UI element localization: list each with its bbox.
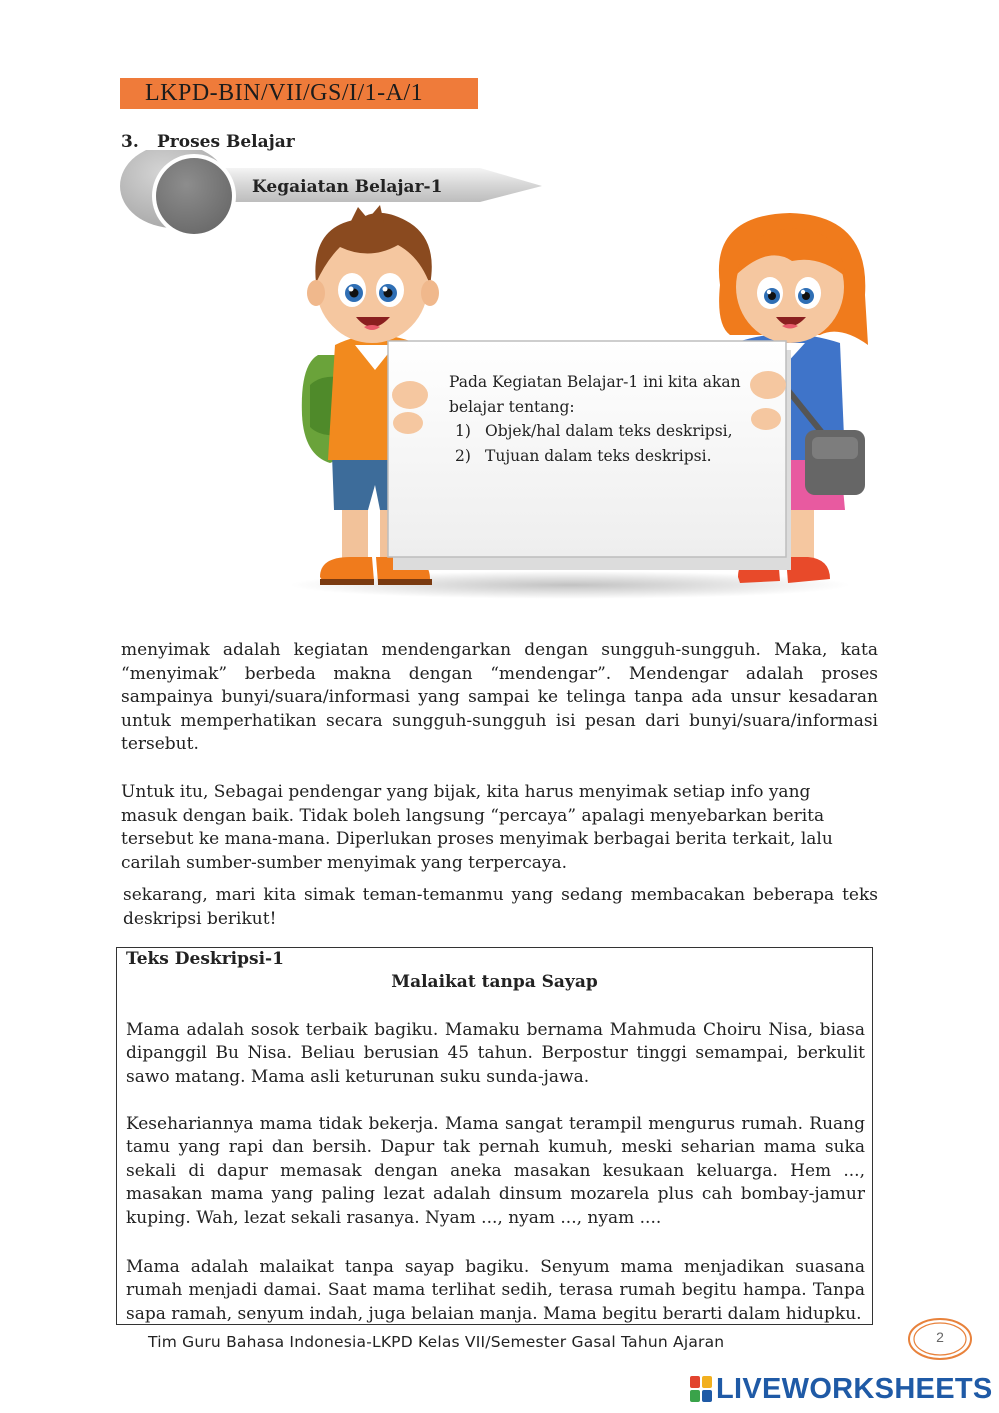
text-box-title: Malaikat tanpa Sayap bbox=[391, 972, 598, 992]
section-title bbox=[121, 132, 295, 152]
document-code: LKPD-BIN/VII/GS/I/1-A/1 bbox=[120, 78, 478, 109]
body-paragraph-1: menyimak adalah kegiatan mendengarkan dengan sungguh-sungguh. Maka, kata “menyimak” berbeda makna dengan “mendengar”. Mendengar adalah proses sampainya bunyi/suara/informasi yang sampai ke telinga tanpa ada unsur kesadaran untuk memperhatikan secara sungguh-sungguh isi pesan dari bunyi/suara/informasi tersebut. bbox=[121, 640, 878, 755]
body-paragraph-2: Untuk itu, Sebagai pendengar yang bijak, kita harus menyimak setiap info yang masuk dengan baik. Tidak boleh langsung “percaya” apalagi menyebarkan berita tersebut ke mana-mana. Diperlukan proses menyimak berbagai berita terkait, lalu carilah sumber-sumber menyimak yang terpercaya. bbox=[121, 782, 833, 873]
section-number: 3. bbox=[121, 132, 139, 152]
text-box-paragraph-3: Mama adalah malaikat tanpa sayap bagiku. Senyum mama menjadikan suasana rumah menjadi damai. Saat mama terlihat sedih, terasa rumah begitu hampa. Tanpa sapa ramah, senyum indah, juga belaian manja. Mama begitu berarti dalam hidupku. bbox=[126, 1257, 865, 1324]
board-content bbox=[449, 370, 749, 468]
text-box-label: Teks Deskripsi-1 bbox=[126, 949, 284, 969]
board-list-number: 1) bbox=[455, 422, 471, 440]
footer-text: Tim Guru Bahasa Indonesia-LKPD Kelas VII/Semester Gasal Tahun Ajaran bbox=[148, 1333, 725, 1351]
liveworksheets-logo-icon bbox=[690, 1376, 712, 1402]
page-number-text: 2 bbox=[936, 1329, 944, 1345]
board-list-item bbox=[449, 444, 749, 469]
board-list-text: Objek/hal dalam teks deskripsi, bbox=[485, 422, 733, 440]
liveworksheets-brand bbox=[690, 1372, 993, 1406]
board-intro: Pada Kegiatan Belajar-1 ini kita akan belajar tentang: bbox=[449, 373, 741, 416]
section-title-text: Proses Belajar bbox=[157, 132, 295, 152]
board-list bbox=[449, 419, 749, 468]
activity-label: Kegaiatan Belajar-1 bbox=[252, 177, 443, 197]
descriptive-text-box bbox=[116, 947, 873, 1325]
board-list-item bbox=[449, 419, 749, 444]
body-paragraph-3: sekarang, mari kita simak teman-temanmu yang sedang membacakan beberapa teks deskripsi berikut! bbox=[123, 885, 878, 929]
brand-name: LIVEWORKSHEETS bbox=[716, 1372, 993, 1405]
text-box-paragraph-1: Mama adalah sosok terbaik bagiku. Mamaku bernama Mahmuda Choiru Nisa, biasa dipanggil Bu Nisa. Beliau berusian 45 tahun. Berpostur tinggi semampai, berkulit sawo matang. Mama asli keturunan suku sunda-jawa. bbox=[126, 1020, 865, 1087]
board-list-number: 2) bbox=[455, 446, 471, 465]
text-box-paragraph-2: Kesehariannya mama tidak bekerja. Mama sangat terampil mengurus rumah. Ruang tamu yang rapi dan bersih. Dapur tak pernah kumuh, meski seharian mama suka sekali di dapur memasak dengan aneka masakan kesukaan keluarga. Hem ..., masakan mama yang paling lezat adalah dinsum mozarela plus cah bombay-jamur kuping. Wah, lezat sekali rasanya. Nyam ..., nyam ..., nyam .... bbox=[126, 1114, 865, 1228]
page-number bbox=[907, 1317, 973, 1361]
board-list-text: Tujuan dalam teks deskripsi. bbox=[485, 446, 712, 465]
